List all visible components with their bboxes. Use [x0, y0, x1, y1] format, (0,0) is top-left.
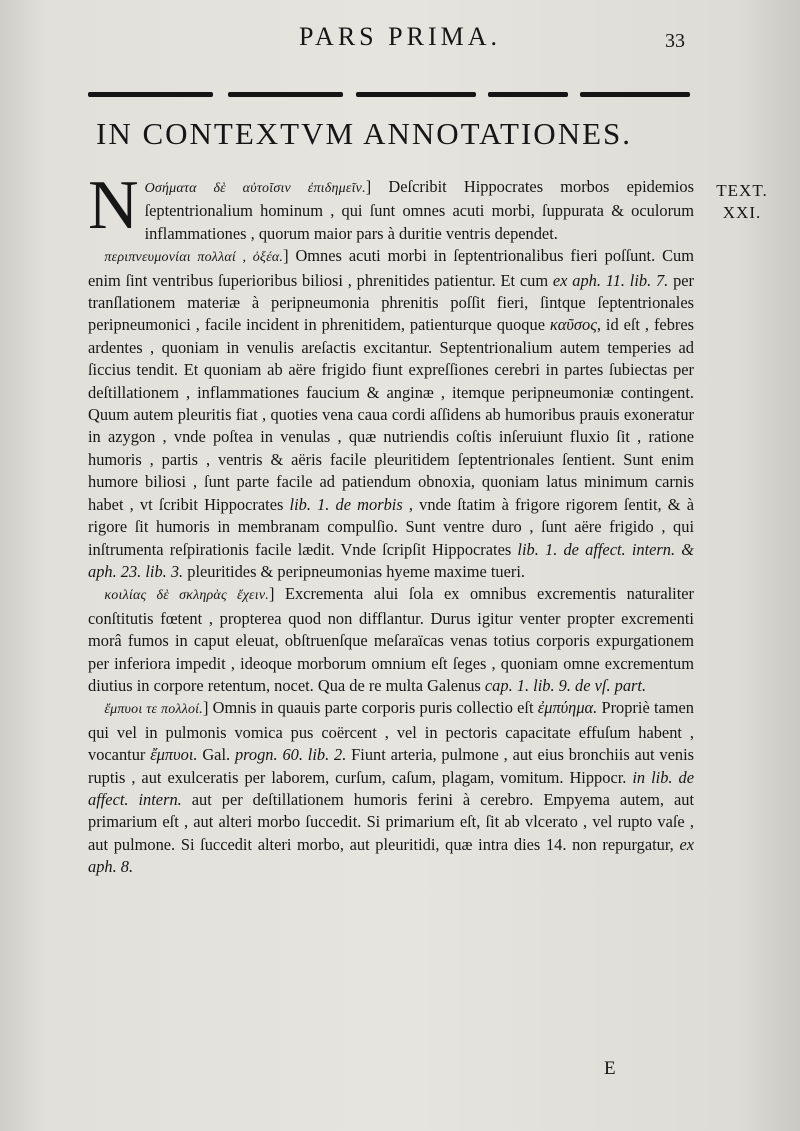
citation: ἐμπύημα. [537, 698, 598, 718]
margin-note-number: XXI. [722, 203, 762, 222]
margin-note-text: TEXT. [716, 181, 768, 200]
drop-capital: N [88, 167, 139, 244]
citation: ἔμπυοι. [150, 745, 198, 765]
paragraph-1 [88, 167, 694, 245]
text-run: per tranſlationem materiæ à peripneumonia phrenitis poſſit fieri, ſintque ſeptentrionales peripneumonici , facile incident in phrenitidem, patienturque quoque [88, 270, 695, 335]
citation: καῦσος [549, 315, 597, 335]
citation: cap. 1. lib. 9. de vſ. part. [484, 675, 647, 695]
text-run: aut per deſtillationem humoris ferini à cerebro. Empyema autem, aut primarium eſt , aut alteri morbo ſuccedit. Si primarium eſt, ſit ab vlcerato , vel rupto vaſe , aut pulmone. Si ſuccedit alteri morbo, aut pleuritidi, quæ intra dies 14. non repurgatur, [88, 789, 694, 854]
catchword: E [604, 1058, 616, 1079]
paragraph-text: ] Deſcribit Hippocrates morbos epidemios ſeptentrionalium hominum , qui ſunt omnes acuti morbi, ſuppurata & oculorum inflammationes , quorum maior pars à duritie ventris dependet. [144, 177, 694, 243]
text-run: ] Omnis in quauis parte corporis puris collectio eſt [202, 698, 538, 718]
margin-note [702, 180, 782, 224]
paragraph-text [88, 698, 694, 876]
rule-segment [356, 92, 476, 97]
rule-segment [488, 92, 568, 97]
text-run: Fiunt arteria, pulmone , aut eius bronchiis aut venis ruptis , aut exulceratis per laborem, curſum, caſum, plagam, vomitum. Hippocr. [88, 745, 695, 787]
greek-lemma: ἔμπυοι τε πολλοί. [104, 702, 203, 718]
text-run: , id eſt , febres ardentes , quoniam in venulis areſactis excitantur. Septentrionalium autem temperies ad ſiccius tendit. Et quoniam ab aëre frigido fiunt expreſſiones cerebri in partes ſubiectas per deſtillationem , inflammationes faucium & anginæ , itemque peripneumoniæ contingent. Quum autem pleuritis fiat , quoties vena caua cordi aſſidens ab humoribus prauis exoneratur in azygon , vnde poſtea in venulas , quæ nutriendis coſtis inſeruiunt fluxio ſit , ratione humoris , partis , ventris & aëris facile pleuritidem ſeptentrionales ſentient. Sunt enim humore biliosi , ſunt parte facile ad patiendum obnoxia, quoniam latus minimum carnis habet , vt ſcribit Hippocrates [88, 315, 694, 514]
paragraph-2 [88, 245, 694, 583]
text-run: pleuritides & peripneumonias hyeme maxime tueri. [183, 561, 526, 581]
text-run: Gal. [197, 745, 235, 765]
citation: lib. 1. de morbis [289, 494, 403, 514]
citation: progn. 60. lib. 2. [234, 745, 347, 765]
rule-segment [580, 92, 690, 97]
greek-lemma: κοιλίας δὲ σκληρὰς ἔχειν. [104, 588, 269, 604]
paragraph-4 [88, 697, 694, 878]
paragraph-3 [88, 583, 694, 697]
text-run: ] Omnes acuti morbi in ſeptentrionalibus fieri poſſunt. Cum enim ſint ventribus ſuperioribus biliosi , phrenitides patientur. Et cum [88, 246, 694, 290]
greek-lemma: περιπνευμονίαι πολλαί , ὀξέα. [104, 250, 284, 266]
ornamental-rule [88, 92, 694, 100]
annotation-text [88, 167, 695, 879]
section-title: IN CONTEXTVM ANNOTATIONES. [96, 116, 633, 151]
page-number: 33 [665, 30, 685, 52]
rule-segment [88, 92, 213, 97]
greek-lemma: Οσήματα δὲ αὐτοῖσιν ἐπιδημεῖν. [144, 181, 366, 196]
rule-segment [228, 92, 343, 97]
citation: lib. 1. de affect. intern. & aph. 23. lib. 3. [88, 539, 695, 581]
citation: ex aph. 8. [88, 834, 694, 877]
citation: in lib. de affect. intern. [88, 767, 694, 809]
paragraph-text [88, 246, 694, 581]
running-title: PARS PRIMA. [298, 22, 501, 51]
text-run: ] Excrementa alui ſola ex omnibus excrementis naturaliter conſtitutis fœtent , propterea quod non difflantur. Durus igitur venter propter excrementi morâ fumos in caput eleuat, obſtruenſque meſaraïcas venas totius corporis expurgationem per inferiora impedit , ideoque morborum omnium eſt ſeges , quoniam omne excrementum diutius in corpore retentum, nocet. Qua de re multa Galenus [88, 584, 695, 695]
text-run: Propriè tamen qui vel in pulmonis vomica pus coërcent , vel in pectoris capacitate effuſum habent , vocantur [88, 698, 694, 765]
citation: ex aph. 11. lib. 7. [552, 270, 669, 290]
text-run: , vnde ſtatim à frigore rigorem ſentit, & à rigore ſit humoris in membranam compulſio. Sunt ventre duro , ſunt aëre frigido , qui inſtrumenta reſpirationis facile lædit. Vnde ſcripſit Hippocrates [88, 494, 695, 559]
